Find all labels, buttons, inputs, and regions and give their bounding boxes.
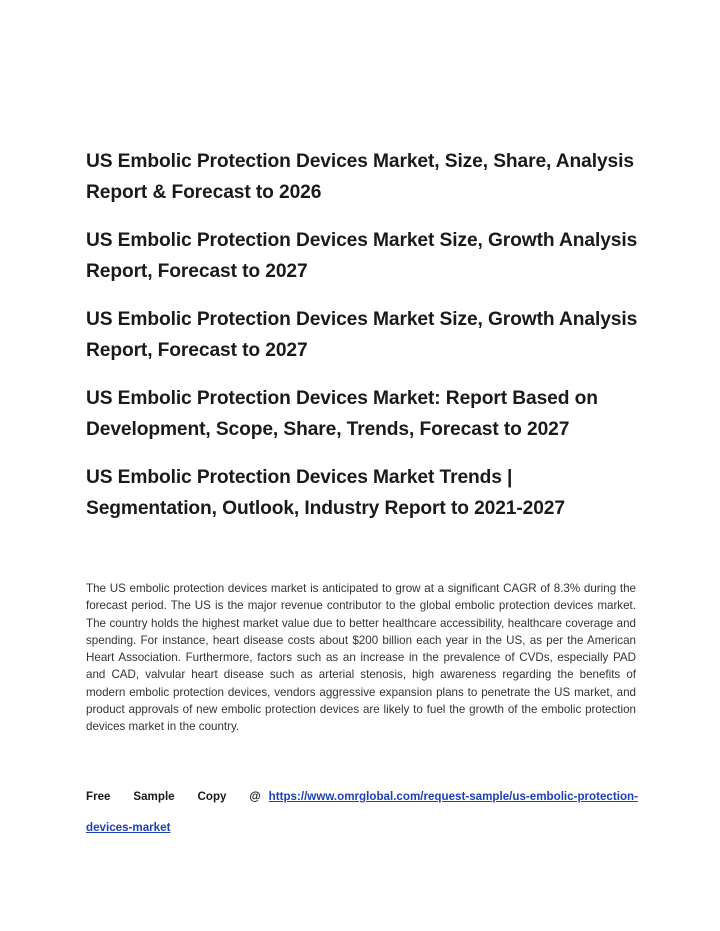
heading-4: US Embolic Protection Devices Market: Report Based on Development, Scope, Share, Trends, Forecast to 2027 xyxy=(86,388,598,440)
heading-list xyxy=(86,146,646,541)
heading-2: US Embolic Protection Devices Market Size, Growth Analysis Report, Forecast to 2027 xyxy=(86,230,638,282)
body-paragraph: The US embolic protection devices market is anticipated to grow at a significant CAGR of 8.3% during the forecast period. The US is the major revenue contributor to the global embolic protection devices market. The country holds the highest market value due to better healthcare accessibility, healthcare coverage and spending. For instance, heart disease costs about $200 billion each year in the US, as per the American Heart Association. Furthermore, factors such as an increase in the prevalence of CVDs, especially PAD and CAD, valvular heart disease such as arterial stenosis, high awareness regarding the benefits of modern embolic protection devices, vendors aggressive expansion plans to penetrate the US market, and product approvals of new embolic protection devices are likely to fuel the growth of the embolic protection devices market in the country. xyxy=(86,582,636,734)
free-sample-line xyxy=(86,781,638,843)
free-sample-link[interactable]: https://www.omrglobal.com/request-sample/us-embolic-protection-devices-market xyxy=(86,790,638,834)
heading-3: US Embolic Protection Devices Market Size, Growth Analysis Report, Forecast to 2027 xyxy=(86,309,638,361)
heading-1: US Embolic Protection Devices Market, Size, Share, Analysis Report & Forecast to 2026 xyxy=(86,151,634,203)
heading-5: US Embolic Protection Devices Market Trends | Segmentation, Outlook, Industry Report to 2021-2027 xyxy=(86,467,565,519)
free-sample-label: Free Sample Copy @ xyxy=(86,790,261,803)
